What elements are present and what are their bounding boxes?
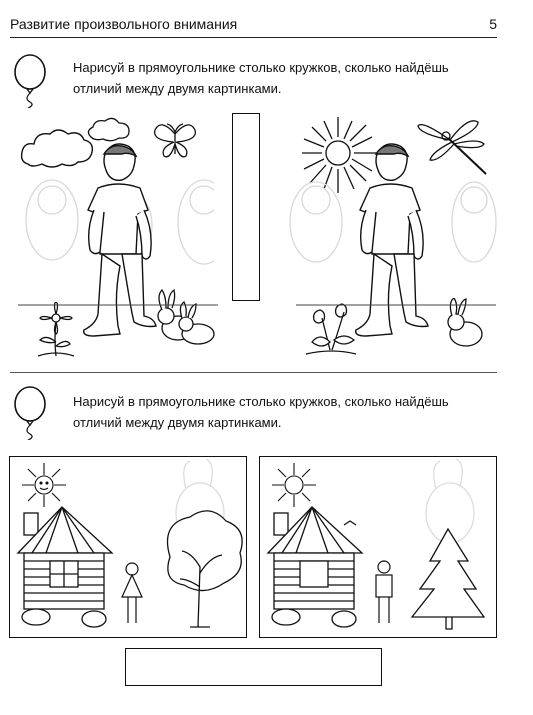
page-title: Развитие произвольного внимания (10, 16, 238, 32)
rabbit-icon (150, 288, 220, 348)
balloon-icon-2 (12, 384, 48, 440)
rabbit-background-right (426, 459, 474, 543)
task-1-line-2: отличий между двумя картинками. (73, 81, 282, 96)
fir-tree-icon (412, 529, 484, 629)
boy-icon (78, 138, 160, 348)
ground-line-right (296, 300, 496, 310)
boy-small-icon (376, 561, 392, 623)
house-scene-left (10, 457, 246, 637)
task-1-line-1: Нарисуй в прямоугольнике столько кружков, сколько найдёшь (73, 60, 449, 75)
answer-rectangle-1[interactable] (232, 113, 260, 301)
house-icon (18, 507, 112, 627)
house-scene-right (260, 457, 496, 637)
flower-icon (32, 302, 80, 358)
ground-line-left (18, 300, 218, 310)
house-icon-right (268, 507, 362, 627)
section-divider (10, 372, 497, 373)
tree-icon (168, 511, 243, 627)
task-instruction-2 (73, 391, 503, 433)
girl-icon (122, 563, 142, 623)
balloon-icon (12, 52, 48, 108)
boy-icon-right (350, 138, 432, 348)
task-2-line-1: Нарисуй в прямоугольнике столько кружков, сколько найдёшь (73, 394, 449, 409)
sun-icon-small-right (272, 463, 316, 507)
answer-rectangle-2[interactable] (125, 648, 382, 686)
picture-frame-left (9, 456, 247, 638)
picture-frame-right (259, 456, 497, 638)
task-instruction-1 (73, 57, 503, 99)
sun-icon-small (22, 463, 66, 507)
task-2-line-2: отличий между двумя картинками. (73, 415, 282, 430)
page-number: 5 (489, 16, 497, 32)
header-divider (10, 37, 497, 38)
